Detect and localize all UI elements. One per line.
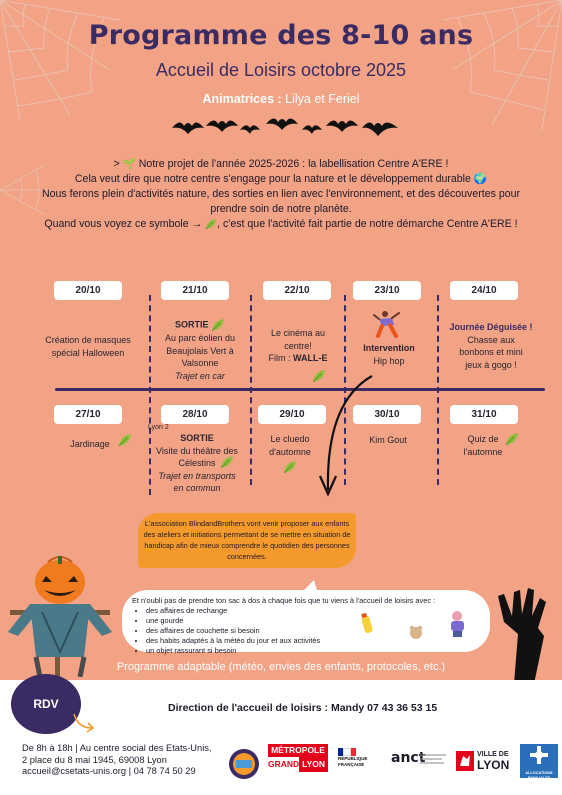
activity-fri-2: Quiz de l'automne xyxy=(463,434,503,457)
date-badge: 20/10 xyxy=(54,281,122,300)
intro-line-5b: , c'est que l'activité fait partie de notre démarche Centre A'ERE ! xyxy=(217,218,518,230)
activity-text: Au parc éolien du Beaujolais Vert à Valsonne xyxy=(164,333,236,368)
transport-note: Trajet en car xyxy=(175,370,225,381)
intro-line-1: > 🌱 Notre projet de l'année 2025-2026 : la labellisation Centre A'ERE ! xyxy=(113,158,449,170)
intro-line-5a: Quand vous voyez ce symbole → xyxy=(44,218,203,230)
activity-mon-1: Création de masques spécial Halloween xyxy=(45,335,131,358)
date-badge: 31/10 xyxy=(450,405,518,424)
direction-contact: Direction de l'accueil de loisirs : Mandy 07 43 36 53 15 xyxy=(168,702,438,714)
transport-note: Trajet en transports en commun xyxy=(158,470,236,493)
ville-lyon-line1: VILLE DE xyxy=(477,751,509,758)
caf-text: ALLOCATIONS FAMILIALES xyxy=(525,771,553,780)
address-block xyxy=(22,743,212,778)
column-divider xyxy=(437,295,439,485)
bats-icon xyxy=(170,112,400,142)
list-item: • un objet rassurant si besoin xyxy=(146,646,482,656)
activity-text: Chasse aux bonbons et mini jeux à gogo ! xyxy=(459,334,523,370)
address-line: De 8h à 18h | Au centre social des Etats-Unis, xyxy=(22,743,212,753)
caf-logo xyxy=(520,744,558,778)
animatrices-label: Animatrices : xyxy=(202,92,282,106)
leaf-icon xyxy=(505,432,519,446)
animatrices-names: Lilya et Feriel xyxy=(285,92,360,106)
address-line: 2 place du 8 mai 1945, 69008 Lyon xyxy=(22,754,167,765)
rdv-badge: RDV xyxy=(11,674,81,734)
metropole-logo-line3: LYON xyxy=(299,757,328,772)
date-badge: 30/10 xyxy=(353,405,421,424)
pumpkin-scarecrow-icon xyxy=(0,552,120,677)
list-item: • des habits adaptés à la météo du jour et aux activités xyxy=(146,636,482,646)
activity-mon-2: Jardinage xyxy=(70,439,110,449)
intro-line-5 xyxy=(10,217,552,232)
anct-logo: anct xyxy=(391,750,426,766)
activity-title: Intervention xyxy=(363,343,415,353)
date-badge: 23/10 xyxy=(353,281,421,300)
leaf-icon xyxy=(283,460,297,474)
list-item: • des affaires de rechange xyxy=(146,606,482,616)
activity-text: Le cinéma au centre! xyxy=(270,328,326,351)
activity-title: Journée Déguisée ! xyxy=(449,322,533,332)
film-title: WALL-E xyxy=(293,353,328,363)
list-item: • des affaires de couchette si besoin xyxy=(146,626,482,636)
sortie-label: SORTIE xyxy=(180,433,214,443)
activity-thu-1 xyxy=(350,342,428,367)
page-subtitle: Accueil de Loisirs octobre 2025 xyxy=(155,60,407,80)
notice-text: L'association BlindandBrothers vont venir proposer aux enfants des ateliers et initiations permettant de se mettre en situation de handicap afin de mieux comprendre le quotidien des personnes concernées. xyxy=(143,519,351,561)
film-label: Film : xyxy=(268,353,291,363)
date-badge: 24/10 xyxy=(450,281,518,300)
metropole-logo-line1: MÉTROPOLE xyxy=(268,744,328,757)
adaptable-note: Programme adaptable (météo, envies des enfants, protocoles, etc.) xyxy=(116,661,446,673)
rf-text: RÉPUBLIQUE FRANÇAISE xyxy=(338,756,368,767)
leaf-icon xyxy=(220,455,234,469)
centre-social-logo xyxy=(228,748,260,780)
date-badge: 29/10 xyxy=(258,405,326,424)
curved-arrow-icon xyxy=(310,372,380,502)
list-item: • une gourde xyxy=(146,616,482,626)
intro-line-2: Cela veut dire que notre centre s'engage pour la nature et le développement durable 🌍 xyxy=(74,173,488,185)
anct-caption-lines xyxy=(420,752,448,768)
child-icon xyxy=(445,610,471,638)
date-badge: 21/10 xyxy=(161,281,229,300)
metropole-logo-line2: GRAND xyxy=(268,759,300,769)
date-badge: 27/10 xyxy=(54,405,122,424)
backpack-intro: Et n'oubli pas de prendre ton sac à dos à chaque fois que tu viens à l'accueil de loisirs avec : xyxy=(132,596,436,605)
activity-tue-1 xyxy=(154,318,246,382)
water-bottle-icon xyxy=(360,612,374,634)
leaf-icon xyxy=(205,218,217,230)
animatrices xyxy=(0,92,562,106)
sortie-label: SORTIE xyxy=(174,319,209,330)
backpack-list xyxy=(132,606,482,656)
activity-thu-2: Kim Gout xyxy=(369,435,407,445)
leaf-icon xyxy=(211,318,225,332)
backpack-reminder-text xyxy=(132,596,482,656)
column-divider xyxy=(250,295,252,485)
ville-lyon-line2: LYON xyxy=(477,758,510,772)
caf-icon xyxy=(520,744,558,766)
address-line: accueil@csetats-unis.org | 04 78 74 50 29 xyxy=(22,766,196,776)
activity-fri-1 xyxy=(442,321,540,371)
activity-wed-1 xyxy=(256,327,340,365)
intro-line-4: prendre soin de notre planète. xyxy=(210,203,352,215)
bubble-tail xyxy=(300,580,324,594)
week-divider xyxy=(55,388,545,391)
activity-text: Visite du théâtre des Célestins xyxy=(156,445,238,468)
teddy-bear-icon xyxy=(408,624,424,640)
intro-line-3: Nous ferons plein d'activités nature, des sorties en lien avec l'environnement, et des découvertes pour xyxy=(41,188,521,200)
activity-wed-2: Le cluedo d'automne xyxy=(269,434,311,457)
ville-lyon-logo xyxy=(455,750,509,772)
page-title: Programme des 8-10 ans xyxy=(88,20,474,51)
leaf-icon xyxy=(118,433,132,447)
dancer-icon xyxy=(372,309,402,339)
location-tag: Lyon 2 xyxy=(148,424,169,431)
date-badge: 22/10 xyxy=(263,281,331,300)
arrow-curve-icon xyxy=(70,712,98,734)
activity-text: Hip hop xyxy=(373,355,405,366)
republique-francaise-logo xyxy=(338,748,378,767)
lion-icon xyxy=(455,750,475,772)
date-badge: 28/10 xyxy=(161,405,229,424)
metropole-logo xyxy=(268,744,328,778)
